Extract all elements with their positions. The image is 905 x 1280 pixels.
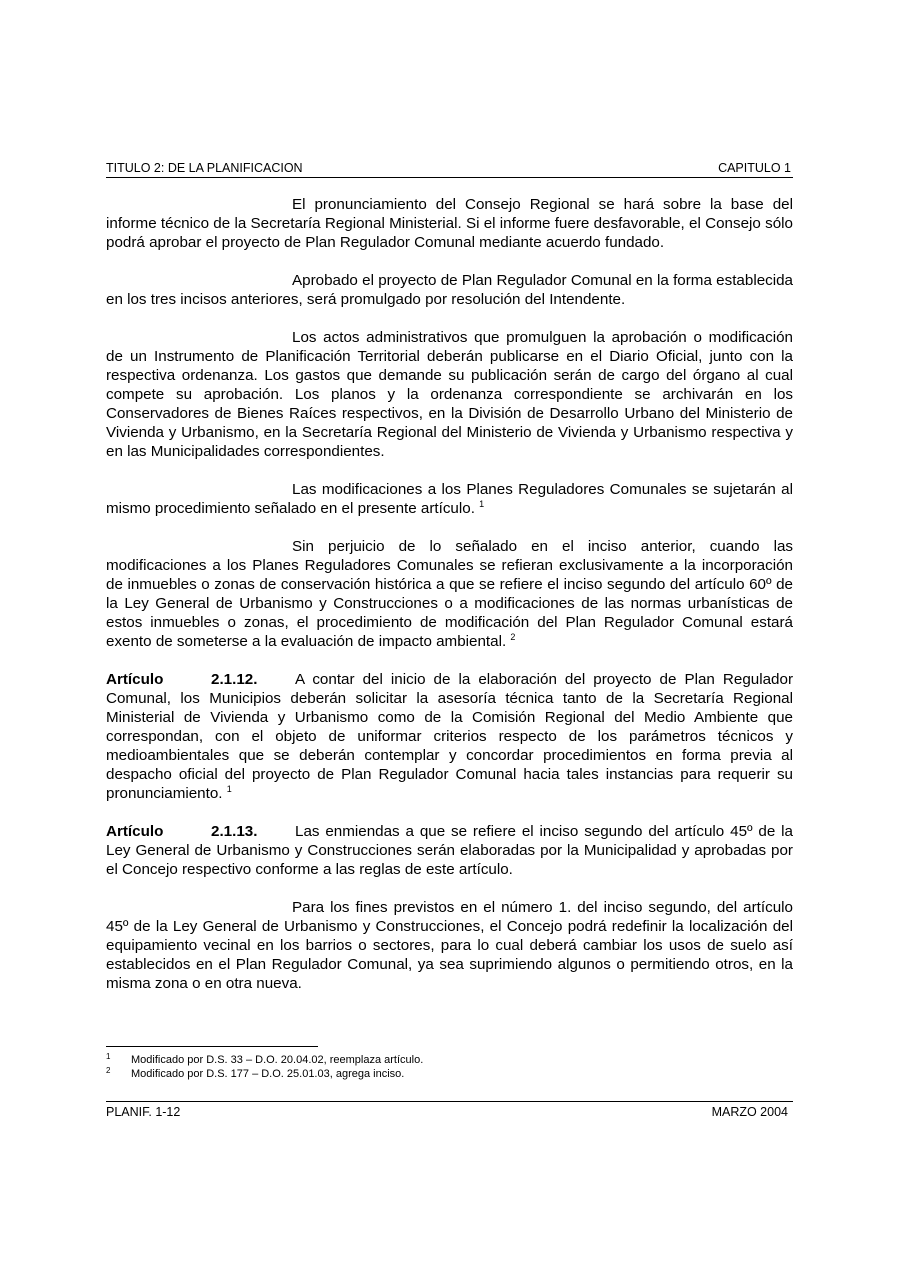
paragraph-text: Los actos administrativos que promulguen la aprobación o modificación de un Instrumento de Planificación Territorial deberán publicarse en el Diario Oficial, junto con la respectiva ordenanza. Los gastos que demande su publicación serán de cargo del órgano al cual compete su aprobación. Los planos y la ordenanza correspondiente se archivarán en los Conservadores de Bienes Raíces respectivos, en la División de Desarrollo Urbano del Ministerio de Vivienda y Urbanismo, en la Secretaría Regional del Ministerio de Vivienda y Urbanismo respectiva y en las Municipalidades correspondientes.: [106, 329, 793, 460]
paragraph: [106, 537, 793, 651]
footnote-separator: [106, 1046, 318, 1047]
footnote-text: Modificado por D.S. 177 – D.O. 25.01.03, agrega inciso.: [131, 1068, 405, 1080]
paragraph-text: Las modificaciones a los Planes Reguladores Comunales se sujetarán al mismo procedimiento señalado en el presente artículo.: [106, 481, 793, 517]
paragraph: [106, 328, 793, 461]
footnote: [106, 1067, 793, 1081]
footnote-ref: 2: [510, 632, 516, 642]
article-text: A contar del inicio de la elaboración del proyecto de Plan Regulador Comunal, los Municipios deberán solicitar la asesoría técnica tanto de la Secretaría Regional Ministerial de Vivienda y Urbanismo como de la Comisión Regional del Medio Ambiente que correspondan, con el objeto de uniformar criterios respecto de los parámetros técnicos y medioambientales que se deberán contemplar y concordar procedimientos en forma previa al despacho oficial del proyecto de Plan Regulador Comunal hacia tales instancias para requerir su pronunciamiento.: [106, 671, 793, 802]
paragraph-text: Para los fines previstos en el número 1. del inciso segundo, del artículo 45º de la Ley General de Urbanismo y Construcciones, el Concejo podrá redefinir la localización del equipamiento vecinal en los barrios o sectores, para lo cual deberá cambiar los usos de suelo así establecidos en el Plan Regulador Comunal, ya sea suprimiendo algunos o permitiendo otros, en la misma zona o en otra nueva.: [106, 899, 793, 992]
document-body: [106, 195, 793, 1012]
footnote-text: Modificado por D.S. 33 – D.O. 20.04.02, reemplaza artículo.: [131, 1054, 424, 1066]
paragraph: [106, 271, 793, 309]
article-heading: [106, 823, 295, 840]
paragraph-text: El pronunciamiento del Consejo Regional se hará sobre la base del informe técnico de la Secretaría Regional Ministerial. Si el informe fuere desfavorable, el Consejo sólo podrá aprobar el proyecto de Plan Regulador Comunal mediante acuerdo fundado.: [106, 196, 793, 251]
paragraph: [106, 195, 793, 252]
article-text: Las enmiendas a que se refiere el inciso segundo del artículo 45º de la Ley General de Urbanismo y Construcciones serán elaboradas por la Municipalidad y aprobadas por el Concejo respectivo conforme a las reglas de este artículo.: [106, 823, 793, 878]
paragraph-text: Sin perjuicio de lo señalado en el inciso anterior, cuando las modificaciones a los Planes Reguladores Comunales se refieran exclusivamente a la incorporación de inmuebles o zonas de conservación histórica a que se refiere el inciso segundo del artículo 60º de la Ley General de Urbanismo y Construcciones o a modificaciones de las normas urbanísticas de estos inmuebles o zonas, el procedimiento de modificación del Plan Regulador Comunal estará exento de someterse a la evaluación de impacto ambiental.: [106, 538, 793, 650]
footnote-mark: 2: [106, 1066, 111, 1075]
article-heading: [106, 671, 295, 688]
running-header: [106, 160, 793, 178]
footer-date: MARZO 2004: [711, 1105, 788, 1119]
footnote-mark: 1: [106, 1052, 111, 1061]
footnote-ref: 1: [479, 499, 485, 509]
article-label: Artículo: [106, 671, 164, 688]
header-title: TITULO 2: DE LA PLANIFICACION: [106, 161, 303, 175]
paragraph: [106, 898, 793, 993]
article-label: Artículo: [106, 823, 164, 840]
header-chapter: CAPITULO 1: [718, 161, 791, 175]
article-2-1-13: [106, 822, 793, 879]
footnote-ref: 1: [226, 784, 232, 794]
footer-page-number: PLANIF. 1-12: [106, 1105, 181, 1119]
footnotes: [106, 1053, 793, 1081]
footnote: [106, 1053, 793, 1067]
article-number: 2.1.12.: [211, 671, 258, 688]
paragraph: [106, 480, 793, 518]
running-footer: [106, 1101, 793, 1119]
article-number: 2.1.13.: [211, 823, 258, 840]
document-page: [106, 0, 793, 1280]
article-2-1-12: [106, 670, 793, 803]
paragraph-text: Aprobado el proyecto de Plan Regulador Comunal en la forma establecida en los tres incisos anteriores, será promulgado por resolución del Intendente.: [106, 272, 793, 308]
